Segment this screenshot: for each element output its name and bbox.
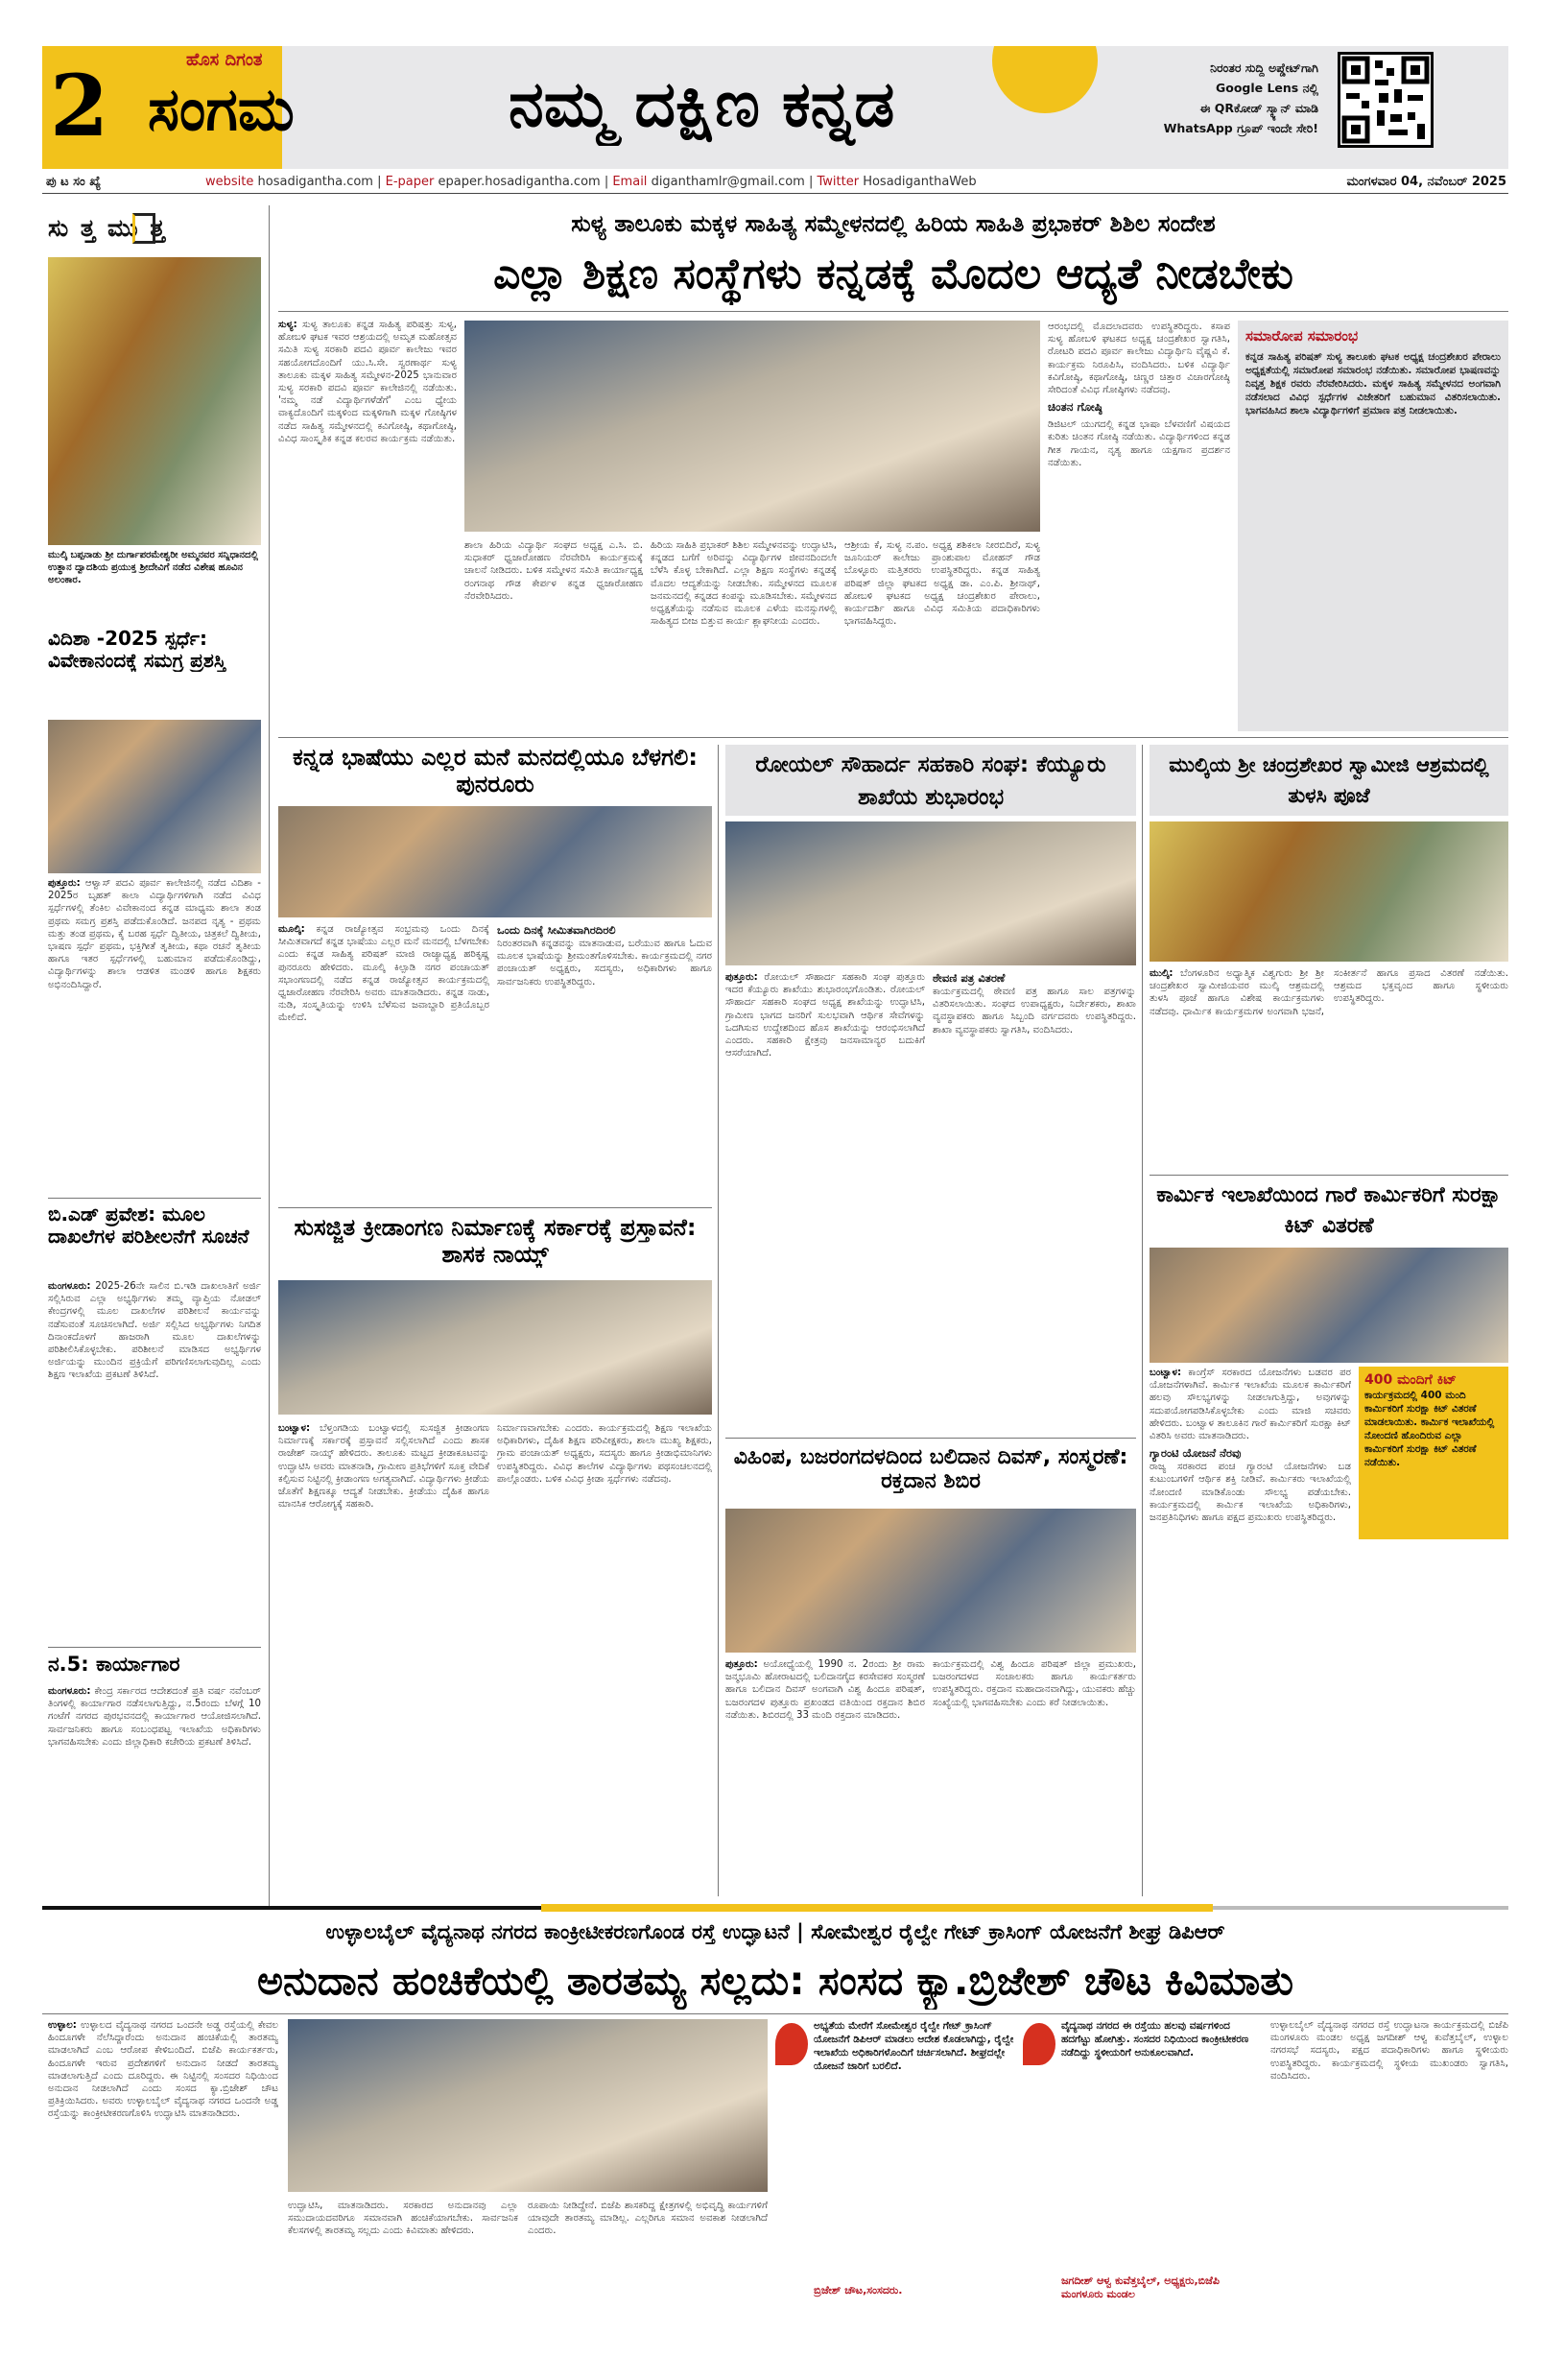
- sahakari-subhead: ಠೇವಣಿ ಪತ್ರ ವಿತರಣೆ: [933, 971, 1006, 985]
- karmika-text2: ರಾಜ್ಯ ಸರಕಾರದ ಪಂಚ ಗ್ಯಾರಂಟಿ ಯೋಜನೆಗಳು ಬಡ ಕುಟುಂಬಗಳಿಗೆ ಆರ್ಥಿಕ ಶಕ್ತಿ ನೀಡಿವೆ. ಕಾರ್ಮಿಕರು ಇಲಾಖೆಯಲ್ಲಿ ನೋಂದಣಿ ಮಾಡಿಕೊಂಡು ಸೌಲಭ್ಯ ಪಡೆಯಬೇಕು. ಕಾರ್ಯಕ್ರಮದಲ್ಲಿ ಕಾರ್ಮಿಕ ಇಲಾಖೆಯ ಅಧಿಕಾರಿಗಳು, ಜನಪ್ರತಿನಿಧಿಗಳು ಹಾಗೂ ಪಕ್ಷದ ಪ್ರಮುಖರು ಉಪಸ್ಥಿತರಿದ್ದರು.: [1150, 1462, 1351, 1524]
- promo-line-2: Google Lens ನಲ್ಲಿ: [1215, 81, 1318, 95]
- samaropa-headline: ಸಮಾರೋಪ ಸಮಾರಂಭ: [1245, 327, 1359, 345]
- quote2-text: ವೈದ್ಯನಾಥ ನಗರದ ಈ ರಸ್ತೆಯು ಹಲವು ವರ್ಷಗಳಿಂದ ಹದಗೆಟ್ಟು ಹೋಗಿತ್ತು. ಸಂಸದರ ನಿಧಿಯಿಂದ ಕಾಂಕ್ರೀಟೀಕರಣ ನಡೆದಿದ್ದು ಸ್ಥಳೀಯರಿಗೆ ಅನುಕೂಲವಾಗಿದೆ.: [1061, 2020, 1249, 2059]
- temple-photo-caption: ಮುಲ್ಕಿ ಬಪ್ಪನಾಡು ಶ್ರೀ ದುರ್ಗಾಪರಮೇಶ್ವರೀ ಅಮ್ಮನವರ ಸನ್ನಿಧಾನದಲ್ಲಿ ಉತ್ಥಾನ ದ್ವಾದಶಿಯ ಪ್ರಯುಕ್ತ ಶ್ರೀದೇವಿಗೆ ನಡೆದ ವಿಶೇಷ ಹೂವಿನ ಅಲಂಕಾರ.: [48, 550, 259, 585]
- punarur-dateline: ಮೂಲ್ಕಿ:: [278, 924, 305, 935]
- raktadana-dateline: ಪುತ್ತೂರು:: [725, 1659, 758, 1670]
- punarur-headline: ಕನ್ನಡ ಭಾಷೆಯು ಎಲ್ಲರ ಮನೆ ಮನದಲ್ಲಿಯೂ ಬೆಳಗಲಿ: ಪುನರೂರು: [293, 745, 698, 797]
- samaropa-box: [1238, 321, 1508, 731]
- masthead: [42, 46, 1508, 169]
- sahakari-text2: ಕಾರ್ಯಕ್ರಮದಲ್ಲಿ ಠೇವಣಿ ಪತ್ರ ಹಾಗೂ ಸಾಲ ಪತ್ರಗಳನ್ನು ವಿತರಿಸಲಾಯಿತು. ಸಂಘದ ಉಪಾಧ್ಯಕ್ಷರು, ನಿರ್ದೇಶಕರು, ಶಾಖಾ ವ್ಯವಸ್ಥಾಪಕರು ಹಾಗೂ ಸಿಬ್ಬಂದಿ ವರ್ಗದವರು ಉಪಸ್ಥಿತರಿದ್ದರು. ಶಾಖಾ ವ್ಯವಸ್ಥಾಪಕರು ಸ್ವಾಗತಿಸಿ, ವಂದಿಸಿದರು.: [933, 987, 1136, 1035]
- bottom-headline: ಅನುದಾನ ಹಂಚಿಕೆಯಲ್ಲಿ ತಾರತಮ್ಯ ಸಲ್ಲದು: ಸಂಸದ ಕ್ಯಾ.ಬ್ರಿಜೇಶ್ ಚೌಟ ಕಿವಿಮಾತು: [256, 1958, 1294, 2004]
- punarur-subhead: ಒಂದು ದಿನಕ್ಕೆ ಸೀಮಿತವಾಗಿರದಿರಲಿ: [497, 923, 616, 937]
- sahakari-photo: [725, 821, 1136, 965]
- lead-col1-text: ಸುಳ್ಯ ತಾಲೂಕು ಕನ್ನಡ ಸಾಹಿತ್ಯ ಪರಿಷತ್ತು ಸುಳ್ಯ, ಹೋಬಳಿ ಘಟಕ ಇವರ ಆಶ್ರಯದಲ್ಲಿ ಅಮೃತ ಮಹೋತ್ಸವ ಸಮಿತಿ ಸುಳ್ಯ ಸರಕಾರಿ ಪದವಿ ಪೂರ್ವ ಕಾಲೇಜು ಇವರ ಸಹಯೋಗದೊಂದಿಗೆ ಯು.ಸಿ.ಸೇ. ಸ್ವರಣಾರ್ಥ ಸುಳ್ಯ ತಾಲೂಕು ಮಕ್ಕಳ ಸಾಹಿತ್ಯ ಸಮ್ಮೇಳನ-2025 ಭಾನುವಾರ ಸುಳ್ಯ ಸರಕಾರಿ ಪದವಿ ಪೂರ್ವ ಕಾಲೇಜಿನಲ್ಲಿ ನಡೆಯಿತು. 'ನಮ್ಮ ನಡೆ ವಿದ್ಯಾರ್ಥಿಗಳೆಡೆಗೆ' ಎಂಬ ಧ್ಯೇಯ ವಾಕ್ಯದೊಂದಿಗೆ ಮಕ್ಕಳಿಂದ ಮಕ್ಕಳಿಗಾಗಿ ಮಕ್ಕಳ ಗೋಷ್ಠಿಗಳ ನಡೆದ ಸಾಹಿತ್ಯ ಸಮ್ಮೇಳನದಲ್ಲಿ ಕವಿಗೋಷ್ಠಿ, ಕಥಾಗೋಷ್ಠಿ, ವಿವಿಧ ಸಾಂಸ್ಕೃತಿಕ ಕನ್ನಡ ಕಲರವ ಕಾರ್ಯಕ್ರಮ ನಡೆಯಿತು.: [278, 320, 457, 444]
- page-number: 2: [50, 60, 109, 152]
- bottom-col1b-text: ಅವರು ಉಳ್ಳಾಲಬೈಲ್ ವೈದ್ಯನಾಥ ನಗರದ ಒಂದನೇ ಅಡ್ಡ ರಸ್ತೆಯನ್ನು ಕಾಂಕ್ರೀಟೀಕರಣಗೊಳಿಸಿ ಉದ್ಘಾಟಿಸಿ ಮಾತನಾಡಿದರು.: [48, 2096, 278, 2120]
- twitter-link[interactable]: HosadiganthaWeb: [863, 175, 977, 189]
- epaper-link[interactable]: epaper.hosadigantha.com: [438, 175, 601, 189]
- lead-headline: ಎಲ್ಲಾ ಶಿಕ್ಷಣ ಸಂಸ್ಥೆಗಳು ಕನ್ನಡಕ್ಕೆ ಮೊದಲ ಆದ್ಯತೆ ನೀಡಬೇಕು: [493, 250, 1293, 298]
- left-story2-dateline: ಮಂಗಳೂರು:: [48, 1281, 91, 1292]
- email-link[interactable]: diganthamlr@gmail.com: [651, 175, 805, 189]
- left-story1-text: ಆಳ್ವಾಸ್ ಪದವಿ ಪೂರ್ವ ಕಾಲೇಜಿನಲ್ಲಿ ನಡೆದ ವಿದಿಶಾ - 2025ರ ಬೃಹತ್ ಕಾಲಾ ವಿದ್ಯಾರ್ಥಿಗಳಿಗಾಗಿ ನಡೆದ ವಿವಿಧ ಸ್ಪರ್ಧೆಗಳಲ್ಲಿ ತೆಂಕಿಲ ವಿವೇಕಾನಂದ ಕನ್ನಡ ಮಾಧ್ಯಮ ಶಾಲಾ ತಂಡ ಪ್ರಥಮ ಸಮಗ್ರ ಪ್ರಶಸ್ತಿ ಪಡೆದುಕೊಂಡಿದೆ. ಜನಪದ ನೃತ್ಯ - ಪ್ರಥಮ ಮತ್ತು ತಂಡ ಪ್ರಥಮ, ಕೈ ಬರಹ ಸ್ಪರ್ಧೆ ದ್ವಿತೀಯ, ಚಿತ್ರಕಲೆ ದ್ವಿತೀಯ, ಭಾಷಣ ಸ್ಪರ್ಧೆ ಪ್ರಥಮ, ಭಕ್ತಿಗೀತೆ ತೃತೀಯ, ಕಥಾ ರಚನೆ ತೃತೀಯ ಹಾಗೂ ಇತರ ಸ್ಪರ್ಧೆಗಳಲ್ಲಿ ಬಹುಮಾನ ಪಡೆದುಕೊಂಡಿದ್ದು, ವಿದ್ಯಾರ್ಥಿಗಳನ್ನು ಶಾಲಾ ಆಡಳಿತ ಮಂಡಳಿ ಹಾಗೂ ಶಿಕ್ಷಕರು ಅಭಿನಂದಿಸಿದ್ದಾರೆ.: [48, 878, 261, 990]
- pages-label: ಪು ಟ ಸಂ ಖ್ಯೆ: [46, 175, 102, 189]
- tulasi-body: [1150, 967, 1508, 1169]
- raktadana-photo: [725, 1509, 1136, 1653]
- sahakari-text: ರೋಯಲ್ ಸೌಹಾರ್ದ ಸಹಕಾರಿ ಸಂಘ ಪುತ್ತೂರು ಇದರ ಕೆಯ್ಯೂರು ಶಾಖೆಯು ಶುಭಾರಂಭಗೊಂಡಿತು. ರೋಯಲ್ ಸೌಹಾರ್ದ ಸಹಕಾರಿ ಸಂಘದ ಅಧ್ಯಕ್ಷ ಶಾಖೆಯನ್ನು ಉದ್ಘಾಟಿಸಿ, ಗ್ರಾಮೀಣ ಭಾಗದ ಜನರಿಗೆ ಸುಲಭವಾಗಿ ಆರ್ಥಿಕ ಸೇವೆಗಳನ್ನು ಒದಗಿಸುವ ಉದ್ದೇಶದಿಂದ ಹೊಸ ಶಾಖೆಯನ್ನು ಆರಂಭಿಸಲಾಗಿದೆ ಎಂದರು. ಸಹಕಾರಿ ಕ್ಷೇತ್ರವು ಜನಸಾಮಾನ್ಯರ ಬದುಕಿಗೆ ಆಸರೆಯಾಗಿದೆ.: [725, 972, 925, 1059]
- lead-dateline: ಸುಳ್ಯ:: [278, 320, 297, 330]
- karmika-subhead: ಗ್ಯಾರಂಟಿ ಯೋಜನೆ ನೆರವು: [1150, 1446, 1242, 1461]
- epaper-label: E-paper: [385, 175, 435, 189]
- edition-title: ನಮ್ಮ ದಕ್ಷಿಣ ಕನ್ನಡ: [509, 67, 895, 141]
- quote-mark-icon-2: [1023, 2023, 1055, 2065]
- students-group-photo: [48, 720, 261, 873]
- kreedangana-text: ಬೆಳ್ತಂಗಡಿಯ ಬಂಟ್ವಾಳದಲ್ಲಿ ಸುಸಜ್ಜಿತ ಕ್ರೀಡಾಂಗಣ ನಿರ್ಮಾಣಕ್ಕೆ ಸರ್ಕಾರಕ್ಕೆ ಪ್ರಸ್ತಾವನೆ ಸಲ್ಲಿಸಲಾಗಿದೆ ಎಂದು ಶಾಸಕ ರಾಜೇಶ್ ನಾಯ್ಕ್ ಹೇಳಿದರು. ತಾಲೂಕು ಮಟ್ಟದ ಕ್ರೀಡಾಕೂಟವನ್ನು ಉದ್ಘಾಟಿಸಿ ಅವರು ಮಾತನಾಡಿ, ಗ್ರಾಮೀಣ ಪ್ರತಿಭೆಗಳಿಗೆ ಸೂಕ್ತ ವೇದಿಕೆ ಕಲ್ಪಿಸುವ ನಿಟ್ಟಿನಲ್ಲಿ ಕ್ರೀಡಾಂಗಣ ಅಗತ್ಯವಾಗಿದೆ. ವಿದ್ಯಾರ್ಥಿಗಳು ಕ್ರೀಡೆಯ ಜೊತೆಗೆ ಶಿಕ್ಷಣಕ್ಕೂ ಆದ್ಯತೆ ನೀಡಬೇಕು. ಕ್ರೀಡೆಯು ದೈಹಿಕ ಹಾಗೂ ಮಾನಸಿಕ ಆರೋಗ್ಯಕ್ಕೆ ಸಹಕಾರಿ.: [278, 1423, 489, 1511]
- quote-box-bjp: [1023, 2019, 1263, 2336]
- bottom-col1: [48, 2019, 278, 2336]
- bottom-kicker: ಉಳ್ಳಾಲಬೈಲ್ ವೈದ್ಯನಾಥ ನಗರದ ಕಾಂಕ್ರೀಟೀಕರಣಗೊಂಡ ರಸ್ತೆ ಉದ್ಘಾಟನೆ | ಸೋಮೇಶ್ವರ ರೈಲ್ವೇ ಗೇಟ್ ಕ್ರಾಸಿಂಗ್ ಯೋಜನೆಗೆ ಶೀಘ್ರ ಡಿಪಿಆರ್: [325, 1920, 1225, 1943]
- door-icon: [132, 213, 155, 244]
- karmika-box-body: ಕಾರ್ಯಕ್ರಮದಲ್ಲಿ 400 ಮಂದಿ ಕಾರ್ಮಿಕರಿಗೆ ಸುರಕ್ಷಾ ಕಿಟ್ ವಿತರಣೆ ಮಾಡಲಾಯಿತು. ಕಾರ್ಮಿಕ ಇಲಾಖೆಯಲ್ಲಿ ನೋಂದಣಿ ಹೊಂದಿರುವ ಎಲ್ಲಾ ಕಾರ್ಮಿಕರಿಗೆ ಸುರಕ್ಷಾ ಕಿಟ್ ವಿತರಣೆ ನಡೆಯಿತು.: [1364, 1390, 1495, 1468]
- punarur-col1: [278, 923, 489, 1202]
- left-story3-headline: ನ.5: ಕಾರ್ಯಾಗಾರ: [48, 1653, 180, 1676]
- promo-line-3: ಈ QRಕೋಡ್ ಸ್ಕ್ಯಾನ್ ಮಾಡಿ: [1199, 101, 1318, 115]
- lead-col1: [278, 319, 457, 731]
- issue-date: ಮಂಗಳವಾರ 04, ನವೆಂಬರ್ 2025: [1346, 175, 1506, 189]
- kreedangana-photo: [278, 1280, 712, 1415]
- karmika-headline: ಕಾರ್ಮಿಕ ಇಲಾಖೆಯಿಂದ ಗಾರೆ ಕಾರ್ಮಿಕರಿಗೆ ಸುರಕ್ಷಾ ಕಿಟ್ ವಿತರಣೆ: [1156, 1183, 1502, 1238]
- tulasi-headline: ಮುಲ್ಕಿಯ ಶ್ರೀ ಚಂದ್ರಶೇಖರ ಸ್ವಾಮೀಜಿ ಆಶ್ರಮದಲ್ಲಿ ತುಳಸಿ ಪೂಜೆ: [1169, 753, 1489, 807]
- left-story3-text: ಕೇಂದ್ರ ಸರ್ಕಾರದ ಆದೇಶದಂತೆ ಪ್ರತಿ ವರ್ಷ ನವೆಂಬರ್ ತಿಂಗಳಲ್ಲಿ ಕಾರ್ಯಾಗಾರ ನಡೆಸಲಾಗುತ್ತಿದ್ದು, ನ.5ರಂದು ಬೆಳಗ್ಗೆ 10 ಗಂಟೆಗೆ ನಗರದ ಪುರಭವನದಲ್ಲಿ ಕಾರ್ಯಾಗಾರ ಆಯೋಜಿಸಲಾಗಿದೆ. ಸಾರ್ವಜನಿಕರು ಹಾಗೂ ಸಂಬಂಧಪಟ್ಟ ಇಲಾಖೆಯ ಅಧಿಕಾರಿಗಳು ಭಾಗವಹಿಸಬೇಕು ಎಂದು ಜಿಲ್ಲಾಧಿಕಾರಿ ಕಚೇರಿಯ ಪ್ರಕಟಣೆ ತಿಳಿಸಿದೆ.: [48, 1686, 261, 1748]
- brand-name: ಹೊಸ ದಿಗಂತ: [186, 50, 263, 70]
- contact-links: website hosadigantha.com | E-paper epaper.hosadigantha.com | Email diganthamlr@gmail.com | Twitter HosadiganthaWeb: [205, 175, 977, 189]
- lead-col4: [1048, 321, 1230, 731]
- quote1-byline: ಬ್ರಿಜೇಶ್ ಚೌಟ,ಸಂಸದರು.: [814, 2284, 903, 2297]
- website-label: website: [205, 175, 254, 189]
- lead-event-photo: [464, 321, 1040, 532]
- karmika-photo: [1150, 1248, 1508, 1363]
- karmika-text: ಕಾಂಗ್ರೆಸ್ ಸರಕಾರದ ಯೋಜನೆಗಳು ಬಡವರ ಪರ ಯೋಜನೆಗಳಾಗಿವೆ. ಕಾರ್ಮಿಕ ಇಲಾಖೆಯ ಮೂಲಕ ಕಾರ್ಮಿಕರಿಗೆ ಹಲವು ಸೌಲಭ್ಯಗಳನ್ನು ನೀಡಲಾಗುತ್ತಿದ್ದು, ಅವುಗಳನ್ನು ಸದುಪಯೋಗಪಡಿಸಿಕೊಳ್ಳಬೇಕು ಎಂದು ಮಾಜಿ ಸಚಿವರು ಹೇಳಿದರು. ಬಂಟ್ವಾಳ ತಾಲೂಕಿನ ಗಾರೆ ಕಾರ್ಮಿಕರಿಗೆ ಸುರಕ್ಷಾ ಕಿಟ್ ವಿತರಿಸಿ ಅವರು ಮಾತನಾಡಿದರು.: [1150, 1368, 1351, 1442]
- promo-line-1: ನಿರಂತರ ಸುದ್ದಿ ಅಪ್ಡೇಟ್‌ಗಾಗಿ: [1210, 60, 1318, 75]
- lead-col4-text: ಆರಂಭದಲ್ಲಿ ಮೊದಲಾದವರು ಉಪಸ್ಥಿತರಿದ್ದರು. ಕಸಾಪ ಸುಳ್ಯ ಹೋಬಳಿ ಘಟಕದ ಅಧ್ಯಕ್ಷ ಚಂದ್ರಶೇಖರ ಸ್ವಾಗತಿಸಿ, ರೋಟರಿ ಪದವಿ ಪೂರ್ವ ಕಾಲೇಜು ವಿದ್ಯಾರ್ಥಿನಿ ವೈಷ್ಣವಿ ಕೆ. ಕಾರ್ಯಕ್ರಮ ನಿರೂಪಿಸಿ, ವಂದಿಸಿದರು. ಬಳಿಕ ವಿದ್ಯಾರ್ಥಿ ಕವಿಗೋಷ್ಠಿ, ಕಥಾಗೋಷ್ಠಿ, ಚಿಣ್ಣರ ಚಿತ್ತಾರ ವಿಚಾರಗೋಷ್ಠಿ ಸೇರಿದಂತೆ ವಿವಿಧ ಗೋಷ್ಠಿಗಳು ನಡೆದವು.: [1048, 321, 1230, 396]
- left-story3-dateline: ಮಂಗಳೂರು:: [48, 1686, 91, 1697]
- tulasi-dateline: ಮುಲ್ಕಿ:: [1150, 968, 1174, 979]
- kreedangana-headline: ಸುಸಜ್ಜಿತ ಕ್ರೀಡಾಂಗಣ ನಿರ್ಮಾಣಕ್ಕೆ ಸರ್ಕಾರಕ್ಕೆ ಪ್ರಸ್ತಾವನೆ: ಶಾಸಕ ನಾಯ್ಕ್: [294, 1215, 697, 1268]
- lead-col4b-text: ಡಿಜಿಟಲ್ ಯುಗದಲ್ಲಿ ಕನ್ನಡ ಭಾಷಾ ಬೆಳವಣಿಗೆ ವಿಷಯದ ಕುರಿತು ಚಿಂತನ ಗೋಷ್ಠಿ ನಡೆಯಿತು. ವಿದ್ಯಾರ್ಥಿಗಳಿಂದ ಕನ್ನಡ ಗೀತ ಗಾಯನ, ನೃತ್ಯ ಹಾಗೂ ಯಕ್ಷಗಾನ ಪ್ರದರ್ಶನ ನಡೆಯಿತು.: [1048, 419, 1230, 468]
- lead-col1b: ಶಾಲಾ ಹಿರಿಯ ವಿದ್ಯಾರ್ಥಿ ಸಂಘದ ಅಧ್ಯಕ್ಷ ಎ.ಸಿ. ಬಿ. ಸುಧಾಕರ್ ಧ್ವಜಾರೋಹಣ ನೆರವೇರಿಸಿ ಕಾರ್ಯಕ್ರಮಕ್ಕೆ ಚಾಲನೆ ನೀಡಿದರು. ಬಳಿಕ ಸಮ್ಮೇಳನ ಸಮಿತಿ ಕಾರ್ಯಾಧ್ಯಕ್ಷ ರಂಗನಾಥ ಗೌಡ ಕೇರ್ಪಳ ಕನ್ನಡ ಧ್ವಜಾರೋಹಣ ನೆರವೇರಿಸಿದರು.: [464, 540, 643, 602]
- left-story2-text: 2025-26ನೇ ಸಾಲಿನ ಬಿ.ಇಡಿ ದಾಖಲಾತಿಗೆ ಅರ್ಜಿ ಸಲ್ಲಿಸಿರುವ ಎಲ್ಲಾ ಅಭ್ಯರ್ಥಿಗಳು ತಮ್ಮ ವ್ಯಾಪ್ತಿಯ ನೋಡಲ್ ಕೇಂದ್ರಗಳಲ್ಲಿ ಮೂಲ ದಾಖಲೆಗಳ ಪರಿಶೀಲನೆ ಕಾರ್ಯವನ್ನು ನಡೆಸುವಂತೆ ಸೂಚಿಸಲಾಗಿದೆ. ಅರ್ಜಿ ಸಲ್ಲಿಸಿದ ಅಭ್ಯರ್ಥಿಗಳು ನಿಗದಿತ ದಿನಾಂಕದೊಳಗೆ ಹಾಜರಾಗಿ ಮೂಲ ದಾಖಲೆಗಳನ್ನು ಪರಿಶೀಲಿಸಿಕೊಳ್ಳಬೇಕು. ಪರಿಶೀಲನೆ ಮಾಡಿಸದ ಅಭ್ಯರ್ಥಿಗಳ ಅರ್ಜಿಯನ್ನು ಮುಂದಿನ ಪ್ರಕ್ರಿಯೆಗೆ ಪರಿಗಣಿಸಲಾಗುವುದಿಲ್ಲ ಎಂದು ಶಿಕ್ಷಣ ಇಲಾಖೆಯ ಪ್ರಕಟಣೆ ತಿಳಿಸಿದೆ.: [48, 1281, 261, 1381]
- lead-col2: ಹಿರಿಯ ಸಾಹಿತಿ ಪ್ರಭಾಕರ್ ಶಿಶಿಲ ಸಮ್ಮೇಳನವನ್ನು ಉದ್ಘಾಟಿಸಿ, ಕನ್ನಡದ ಬಗೆಗೆ ಅರಿವನ್ನು ವಿದ್ಯಾರ್ಥಿಗಳ ಜೀವನದಿಂದಲೇ ಬೆಳೆಸಿ ಕೊಳ್ಳ ಬೇಕಾಗಿದೆ. ಎಲ್ಲಾ ಶಿಕ್ಷಣ ಸಂಸ್ಥೆಗಳು ಕನ್ನಡಕ್ಕೆ ಮೊದಲ ಆದ್ಯತೆಯನ್ನು ನೀಡಬೇಕು. ಸಮ್ಮೇಳನದ ಮೂಲಕ ಜನಮನದಲ್ಲಿ ಕನ್ನಡದ ಕಂಪನ್ನು ಮೂಡಿಸಬೇಕು. ಸಮ್ಮೇಳನದ ಅಧ್ಯಕ್ಷತೆಯನ್ನು ನಡೆಸುವ ಮೂಲಕ ಎಳೆಯ ಮನಸ್ಸುಗಳಲ್ಲಿ ಸಾಹಿತ್ಯದ ಬೀಜ ಬಿತ್ತುವ ಕಾರ್ಯ ಶ್ಲಾಘನೀಯ ಎಂದರು.: [651, 540, 837, 628]
- punarur-text: ಕನ್ನಡ ರಾಜ್ಯೋತ್ಸವ ಸಂಭ್ರಮವು ಒಂದು ದಿನಕ್ಕೆ ಸೀಮಿತವಾಗದೆ ಕನ್ನಡ ಭಾಷೆಯು ಎಲ್ಲರ ಮನೆ ಮನದಲ್ಲಿ ಬೆಳಗಬೇಕು ಎಂದು ಕನ್ನಡ ಸಾಹಿತ್ಯ ಪರಿಷತ್ ಮಾಜಿ ರಾಜ್ಯಾಧ್ಯಕ್ಷ ಹರಿಕೃಷ್ಣ ಪುನರೂರು ಹೇಳಿದರು. ಮೂಲ್ಕಿ ಕಿಲ್ಪಾಡಿ ನಗರ ಪಂಚಾಯತ್ ಸಭಾಂಗಣದಲ್ಲಿ ನಡೆದ ಕನ್ನಡ ರಾಜ್ಯೋತ್ಸವ ಕಾರ್ಯಕ್ರಮದಲ್ಲಿ ಧ್ವಜಾರೋಹಣ ನೆರವೇರಿಸಿ ಅವರು ಮಾತನಾಡಿದರು. ಕನ್ನಡ ನಾಡು, ನುಡಿ, ಸಂಸ್ಕೃತಿಯನ್ನು ಉಳಿಸಿ ಬೆಳೆಸುವ ಜವಾಬ್ದಾರಿ ಪ್ರತಿಯೊಬ್ಬರ ಮೇಲಿದೆ.: [278, 924, 489, 1024]
- karmika-highlight-box: [1359, 1367, 1508, 1539]
- lead-kicker: ಸುಳ್ಯ ತಾಲೂಕು ಮಕ್ಕಳ ಸಾಹಿತ್ಯ ಸಮ್ಮೇಳನದಲ್ಲಿ ಹಿರಿಯ ಸಾಹಿತಿ ಪ್ರಭಾಕರ್ ಶಿಶಿಲ ಸಂದೇಶ: [571, 210, 1216, 237]
- punarur-photo: [278, 806, 712, 917]
- bottom-col5: ಉಳ್ಳಾಲಬೈಲ್ ವೈದ್ಯನಾಥ ನಗರದ ರಸ್ತೆ ಉದ್ಘಾಟನಾ ಕಾರ್ಯಕ್ರಮದಲ್ಲಿ ಬಿಜೆಪಿ ಮಂಗಳೂರು ಮಂಡಲ ಅಧ್ಯಕ್ಷ ಜಗದೀಶ್ ಆಳ್ವ ಕುವೆತ್ತಬೈಲ್, ಉಳ್ಳಾಲ ನಗರಸಭೆ ಸದಸ್ಯರು, ಪಕ್ಷದ ಪದಾಧಿಕಾರಿಗಳು ಹಾಗೂ ಸ್ಥಳೀಯರು ಉಪಸ್ಥಿತರಿದ್ದರು. ಕಾರ್ಯಕ್ರಮದಲ್ಲಿ ಸ್ಥಳೀಯ ಮುಖಂಡರು ಸ್ವಾಗತಿಸಿ, ವಂದಿಸಿದರು.: [1270, 2020, 1508, 2082]
- tulasi-headline-box: [1150, 745, 1508, 816]
- left-story1-body: [48, 877, 261, 1194]
- bottom-divider: [42, 1904, 1508, 1912]
- left-story2-headline: ಬಿ.ಎಡ್ ಪ್ರವೇಶ: ಮೂಲ ದಾಖಲೆಗಳ ಪರಿಶೀಲನೆಗೆ ಸೂಚನೆ: [48, 1203, 249, 1248]
- left-story1-headline: ವಿದಿಶಾ -2025 ಸ್ಪರ್ಧೆ: ವಿವೇಕಾನಂದಕ್ಕೆ ಸಮಗ್ರ ಪ್ರಶಸ್ತಿ: [48, 628, 226, 672]
- masthead-strip: [42, 171, 1508, 194]
- quote-box-mp: [775, 2019, 1015, 2336]
- promo-block: [1117, 58, 1318, 138]
- email-label: Email: [612, 175, 648, 189]
- sahakari-dateline: ಪುತ್ತೂರು:: [725, 972, 758, 983]
- punarur-text2: ನಿರಂತರವಾಗಿ ಕನ್ನಡವನ್ನು ಮಾತನಾಡುವ, ಬರೆಯುವ ಹಾಗೂ ಓದುವ ಮೂಲಕ ಭಾಷೆಯನ್ನು ಶ್ರೀಮಂತಗೊಳಿಸಬೇಕು. ಕಾರ್ಯಕ್ರಮದಲ್ಲಿ ನಗರ ಪಂಚಾಯತ್ ಅಧ್ಯಕ್ಷರು, ಸದಸ್ಯರು, ಅಧಿಕಾರಿಗಳು ಹಾಗೂ ಸಾರ್ವಜನಿಕರು ಉಪಸ್ಥಿತರಿದ್ದರು.: [497, 939, 712, 988]
- quote2-byline: ಜಗದೀಶ್ ಆಳ್ವ ಕುವೆತ್ತಬೈಲ್, ಅಧ್ಯಕ್ಷರು,ಬಿಜೆಪಿ ಮಂಗಳೂರು ಮಂಡಲ: [1061, 2274, 1220, 2300]
- raktadana-headline: ವಿಹಿಂಪ, ಬಜರಂಗದಳದಿಂದ ಬಲಿದಾನ ದಿವಸ್, ಸಂಸ್ಮರಣೆ: ರಕ್ತದಾನ ಶಿಬಿರ: [733, 1445, 1128, 1494]
- kreedangana-dateline: ಬಂಟ್ವಾಳ:: [278, 1423, 311, 1434]
- sahakari-headline: ರೋಯಲ್ ಸೌಹಾರ್ದ ಸಹಕಾರಿ ಸಂಘ: ಕೆಯ್ಯೂರು ಶಾಖೆಯ ಶುಭಾರಂಭ: [755, 752, 1106, 810]
- suttamutta-title: ಸು ತ್ತ ಮು ತ್ತ: [48, 214, 167, 242]
- karmika-dateline: ಬಂಟ್ವಾಳ:: [1150, 1368, 1182, 1378]
- bottom-event-photo: [288, 2019, 768, 2192]
- section-name: ಸಂಗಮ: [148, 74, 295, 144]
- lead-col3: ಆಶ್ರೀಯ ಕೆ, ಸುಳ್ಯ ನ.ಪಂ. ಅಧ್ಯಕ್ಷ ಶಶಿಕಲಾ ನೀರಬಿದಿರೆ, ಸುಳ್ಯ ಜೂನಿಯರ್ ಕಾಲೇಜು ಪ್ರಾಂಶುಪಾಲ ಮೋಹನ್ ಗೌಡ ಬೊಳ್ಳೂರು ಮತ್ತಿತರರು ಉಪಸ್ಥಿತರಿದ್ದರು. ಕನ್ನಡ ಸಾಹಿತ್ಯ ಪರಿಷತ್ ಜಿಲ್ಲಾ ಘಟಕದ ಅಧ್ಯಕ್ಷ ಡಾ. ಎಂ.ಪಿ. ಶ್ರೀನಾಥ್, ಹೋಬಳಿ ಘಟಕದ ಅಧ್ಯಕ್ಷ ಚಂದ್ರಶೇಖರ ಪೇರಾಲು, ಕಾರ್ಯದರ್ಶಿ ಹಾಗೂ ವಿವಿಧ ಸಮಿತಿಯ ಪದಾಧಿಕಾರಿಗಳು ಭಾಗವಹಿಸಿದ್ದರು.: [844, 540, 1040, 628]
- punarur-col2: [497, 923, 712, 1202]
- samaropa-body: ಕನ್ನಡ ಸಾಹಿತ್ಯ ಪರಿಷತ್ ಸುಳ್ಯ ತಾಲೂಕು ಘಟಕ ಅಧ್ಯಕ್ಷ ಚಂದ್ರಶೇಖರ ಪೇರಾಲು ಅಧ್ಯಕ್ಷತೆಯಲ್ಲಿ ಸಮಾರೋಪ ಸಮಾರಂಭ ನಡೆಯಿತು. ಸಮಾರೋಪ ಭಾಷಣವನ್ನು ನಿವೃತ್ತ ಶಿಕ್ಷಕ ರವರು ನೆರವೇರಿಸಿದರು. ಮಕ್ಕಳ ಸಾಹಿತ್ಯ ಸಮ್ಮೇಳನದ ಅಂಗವಾಗಿ ನಡೆಸಲಾದ ವಿವಿಧ ಸ್ಪರ್ಧೆಗಳ ವಿಜೇತರಿಗೆ ಬಹುಮಾನ ವಿತರಿಸಲಾಯಿತು. ಭಾಗವಹಿಸಿದ ಶಾಲಾ ವಿದ್ಯಾರ್ಥಿಗಳಿಗೆ ಪ್ರಮಾಣ ಪತ್ರ ನೀಡಲಾಯಿತು.: [1245, 351, 1501, 416]
- suttamutta-logo: [48, 205, 259, 253]
- lead-col4-subhead: ಚಿಂತನ ಗೋಷ್ಠಿ: [1048, 400, 1102, 415]
- karmika-box-title: 400 ಮಂದಿಗೆ ಕಿಟ್: [1364, 1372, 1457, 1388]
- quote1-text: ಅಭ್ಯತೆಯ ಮೇರೆಗೆ ಸೋಮೇಶ್ವರ ರೈಲ್ವೇ ಗೇಟ್ ಕ್ರಾಸಿಂಗ್ ಯೋಜನೆಗೆ ಡಿಪಿಆರ್ ಮಾಡಲು ಆದೇಶ ಕೊಡಲಾಗಿದ್ದು, ರೈಲ್ವೇ ಇಲಾಖೆಯ ಅಧಿಕಾರಿಗಳೊಂದಿಗೆ ಚರ್ಚಿಸಲಾಗಿದೆ. ಶೀಘ್ರದಲ್ಲೇ ಯೋಜನೆ ಜಾರಿಗೆ ಬರಲಿದೆ.: [814, 2020, 1014, 2072]
- left-story2-body: [48, 1280, 261, 1641]
- qr-code[interactable]: [1338, 52, 1434, 148]
- website-link[interactable]: hosadigantha.com: [257, 175, 373, 189]
- bottom-dateline: ಉಳ್ಳಾಲ:: [48, 2020, 77, 2031]
- sahakari-col2: [933, 971, 1136, 1432]
- promo-line-4: WhatsApp ಗ್ರೂಪ್ ಇಂದೇ ಸೇರಿ!: [1163, 121, 1318, 135]
- kreedangana-col1: [278, 1422, 489, 1896]
- bottom-col1-text: ಉಳ್ಳಾಲದ ವೈದ್ಯನಾಥ ನಗರದ ಒಂದನೇ ಅಡ್ಡ ರಸ್ತೆಯಲ್ಲಿ ಕೇವಲ ಹಿಂದೂಗಳೇ ನೆಲೆಸಿದ್ದಾರೆಂದು ಅನುದಾನ ಹಂಚಿಕೆಯಲ್ಲಿ ತಾರತಮ್ಯ ಮಾಡಲಾಗಿದೆ ಎಂಬ ಆರೋಪ ಕೇಳಿಬಂದಿದೆ. ಬಿಜೆಪಿ ಕಾರ್ಯಕರ್ತರು, ಹಿಂದೂಗಳೇ ಇರುವ ಪ್ರದೇಶಗಳಿಗೆ ಅನುದಾನ ನೀಡದೆ ತಾರತಮ್ಯ ಮಾಡಲಾಗುತ್ತಿದೆ ಎಂದು ದೂರಿದ್ದರು. ಈ ನಿಟ್ಟಿನಲ್ಲಿ ಸಂಸದರ ನಿಧಿಯಿಂದ ಅನುದಾನ ನೀಡಲಾಗಿದೆ ಎಂದು ಸಂಸದ ಕ್ಯಾ.ಬ್ರಿಜೇಶ್ ಚೌಟ ಪ್ರತಿಕ್ರಿಯಿಸಿದರು.: [48, 2020, 278, 2107]
- tulasi-text: ಬೆಂಗಳೂರಿನ ಅಧ್ಯಾತ್ಮಿಕ ವಿಶ್ವಗುರು ಶ್ರೀ ಶ್ರೀ ಚಂದ್ರಶೇಖರ ಸ್ವಾಮೀಜಿಯವರ ಮುಲ್ಕಿ ಆಶ್ರಮದಲ್ಲಿ ತುಳಸಿ ಪೂಜೆ ಹಾಗೂ ವಿಶೇಷ ಕಾರ್ಯಕ್ರಮಗಳು ನಡೆದವು. ಧಾರ್ಮಿಕ ಕಾರ್ಯಕ್ರಮಗಳ ಅಂಗವಾಗಿ ಭಜನೆ, ಸಂಕೀರ್ತನೆ ಹಾಗೂ ಪ್ರಸಾದ ವಿತರಣೆ ನಡೆಯಿತು. ಆಶ್ರಮದ ಭಕ್ತವೃಂದ ಹಾಗೂ ಸ್ಥಳೀಯರು ಉಪಸ್ಥಿತರಿದ್ದರು.: [1150, 968, 1508, 1017]
- left-story3-body: [48, 1685, 261, 1910]
- sahakari-col1: [725, 971, 925, 1432]
- raktadana-text: ಅಯೋಧ್ಯೆಯಲ್ಲಿ 1990 ನ. 2ರಂದು ಶ್ರೀ ರಾಮ ಜನ್ಮಭೂಮಿ ಹೋರಾಟದಲ್ಲಿ ಬಲಿದಾನಗೈದ ಕರಸೇವಕರ ಸಂಸ್ಮರಣೆ ಹಾಗೂ ಬಲಿದಾನ ದಿವಸ್ ಅಂಗವಾಗಿ ವಿಶ್ವ ಹಿಂದೂ ಪರಿಷತ್, ಬಜರಂಗದಳ ಪುತ್ತೂರು ಪ್ರಖಂಡದ ವತಿಯಿಂದ ರಕ್ತದಾನ ಶಿಬಿರ ನಡೆಯಿತು. ಶಿಬಿರದಲ್ಲಿ 33 ಮಂದಿ ರಕ್ತದಾನ ಮಾಡಿದರು.: [725, 1659, 925, 1721]
- temple-deity-photo: [48, 257, 261, 545]
- sahakari-headline-box: [725, 745, 1136, 816]
- tulasi-photo: [1150, 821, 1508, 962]
- left-story1-dateline: ಪುತ್ತೂರು:: [48, 878, 81, 889]
- bottom-col2: ಉದ್ಘಾಟಿಸಿ, ಮಾತನಾಡಿದರು. ಸರಕಾರದ ಅನುದಾನವು ಎಲ್ಲಾ ಸಮುದಾಯದವರಿಗೂ ಸಮಾನವಾಗಿ ಹಂಚಿಕೆಯಾಗಬೇಕು. ಸಾರ್ವಜನಿಕ ಕೆಲಸಗಳಲ್ಲಿ ತಾರತಮ್ಯ ಸಲ್ಲದು ಎಂದು ಕಿವಿಮಾತು ಹೇಳಿದರು.: [288, 2201, 518, 2237]
- raktadana-col1: [725, 1658, 925, 1896]
- karmika-col1: [1150, 1367, 1351, 1896]
- raktadana-col2: ಕಾರ್ಯಕ್ರಮದಲ್ಲಿ ವಿಶ್ವ ಹಿಂದೂ ಪರಿಷತ್ ಜಿಲ್ಲಾ ಪ್ರಮುಖರು, ಬಜರಂಗದಳದ ಸಂಚಾಲಕರು ಹಾಗೂ ಕಾರ್ಯಕರ್ತರು ಉಪಸ್ಥಿತರಿದ್ದರು. ರಕ್ತದಾನ ಮಹಾದಾನವಾಗಿದ್ದು, ಯುವಕರು ಹೆಚ್ಚು ಸಂಖ್ಯೆಯಲ್ಲಿ ಭಾಗವಹಿಸಬೇಕು ಎಂದು ಕರೆ ನೀಡಲಾಯಿತು.: [933, 1659, 1136, 1708]
- twitter-label: Twitter: [817, 175, 860, 189]
- quote-mark-icon: [775, 2023, 808, 2065]
- bottom-col3: ರೂಪಾಯಿ ನೀಡಿದ್ದೇನೆ. ಬಿಜೆಪಿ ಶಾಸಕರಿದ್ದ ಕ್ಷೇತ್ರಗಳಲ್ಲಿ ಅಭಿವೃದ್ಧಿ ಕಾರ್ಯಗಳಿಗೆ ಯಾವುದೇ ತಾರತಮ್ಯ ಮಾಡಿಲ್ಲ. ಎಲ್ಲರಿಗೂ ಸಮಾನ ಅವಕಾಶ ನೀಡಲಾಗಿದೆ ಎಂದರು.: [528, 2201, 768, 2237]
- kreedangana-col2: ನಿರ್ಮಾಣವಾಗಬೇಕು ಎಂದರು. ಕಾರ್ಯಕ್ರಮದಲ್ಲಿ ಶಿಕ್ಷಣ ಇಲಾಖೆಯ ಅಧಿಕಾರಿಗಳು, ದೈಹಿಕ ಶಿಕ್ಷಣ ಪರಿವೀಕ್ಷಕರು, ಶಾಲಾ ಮುಖ್ಯ ಶಿಕ್ಷಕರು, ಗ್ರಾಮ ಪಂಚಾಯತ್ ಅಧ್ಯಕ್ಷರು, ಸದಸ್ಯರು ಹಾಗೂ ಕ್ರೀಡಾಭಿಮಾನಿಗಳು ಉಪಸ್ಥಿತರಿದ್ದರು. ವಿವಿಧ ಶಾಲೆಗಳ ವಿದ್ಯಾರ್ಥಿಗಳು ಪಥಸಂಚಲನದಲ್ಲಿ ಪಾಲ್ಗೊಂಡರು. ಬಳಿಕ ವಿವಿಧ ಕ್ರೀಡಾ ಸ್ಪರ್ಧೆಗಳು ನಡೆದವು.: [497, 1423, 712, 1485]
